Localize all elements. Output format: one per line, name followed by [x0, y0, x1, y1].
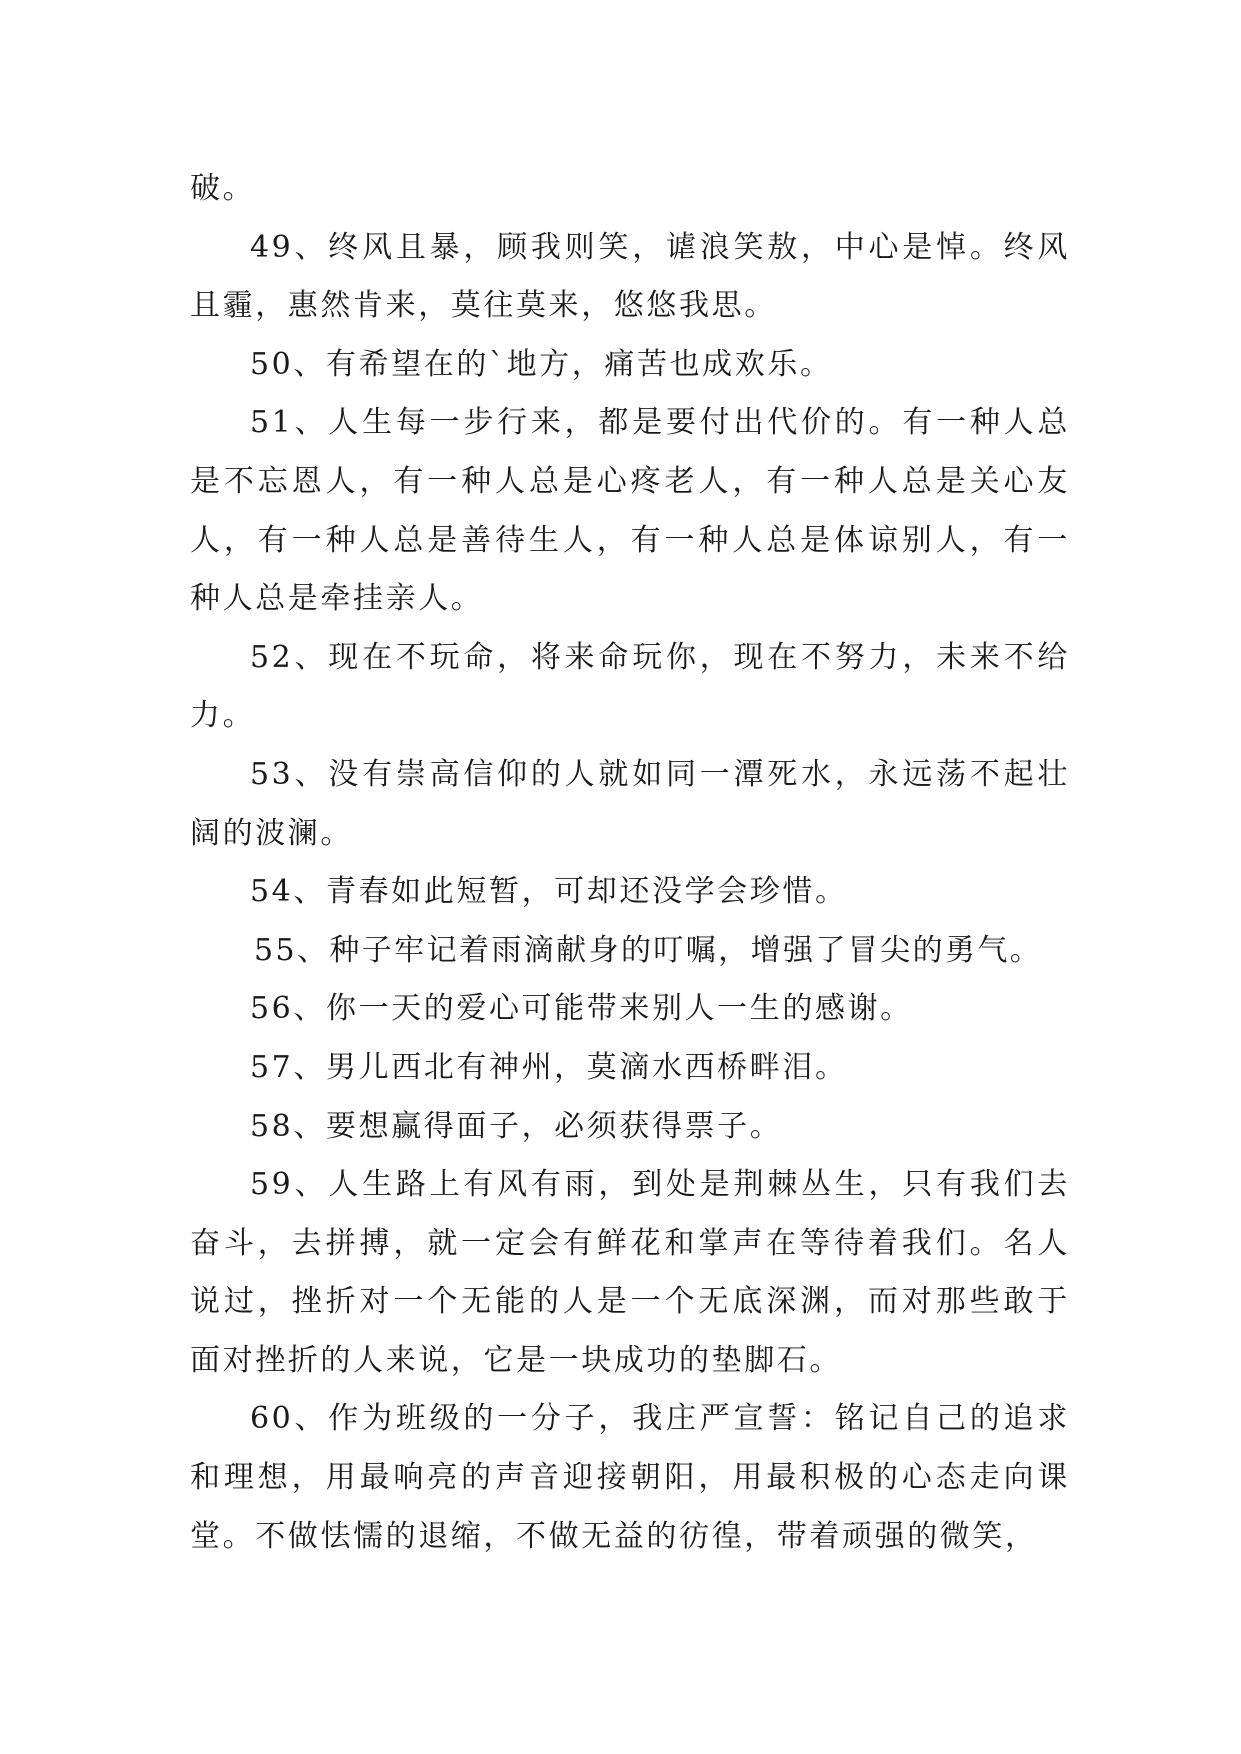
- paragraph-60: 60、作为班级的一分子，我庄严宣誓：铭记自己的追求和理想，用最响亮的声音迎接朝阳，用最积极的心态走向课堂。不做怯懦的退缩，不做无益的彷徨，带着顽强的微笑，: [190, 1401, 1070, 1554]
- paragraph-51: 51、人生每一步行来，都是要付出代价的。有一种人总是不忘恩人，有一种人总是心疼老人，有一种人总是关心友人，有一种人总是善待生人，有一种人总是体谅别人，有一种人总是牵挂亲人。: [190, 405, 1070, 617]
- paragraph-continuation: 破。: [190, 171, 256, 206]
- paragraph-55: 55、种子牢记着雨滴献身的叮嘱，增强了冒尖的勇气。: [254, 932, 1043, 968]
- paragraph-59: 59、人生路上有风有雨，到处是荆棘丛生，只有我们去奋斗，去拼搏，就一定会有鲜花和掌声在等待着我们。名人说过，挫折对一个无能的人是一个无底深渊，而对那些敢于面对挫折的人来说，它是一块成功的垫脚石。: [190, 1167, 1070, 1378]
- paragraph-49: 49、终风且暴，顾我则笑，谑浪笑敖，中心是悼。终风且霾，惠然肯来，莫往莫来，悠悠我思。: [190, 229, 1070, 324]
- paragraph-56: 56、你一天的爱心可能带来别人一生的感谢。: [250, 991, 913, 1027]
- document-body: [190, 160, 1070, 1566]
- paragraph-58: 58、要想赢得面子，必须获得票子。: [250, 1108, 783, 1144]
- paragraph-54: 54、青春如此短暂，可却还没学会珍惜。: [250, 874, 848, 910]
- paragraph-52: 52、现在不玩命，将来命玩你，现在不努力，未来不给力。: [190, 639, 1070, 734]
- paragraph-50: 50、有希望在的`地方，痛苦也成欢乐。: [250, 346, 833, 382]
- paragraph-57: 57、男儿西北有神州，莫滴水西桥畔泪。: [250, 1049, 848, 1085]
- paragraph-53: 53、没有崇高信仰的人就如同一潭死水，永远荡不起壮阔的波澜。: [190, 756, 1070, 851]
